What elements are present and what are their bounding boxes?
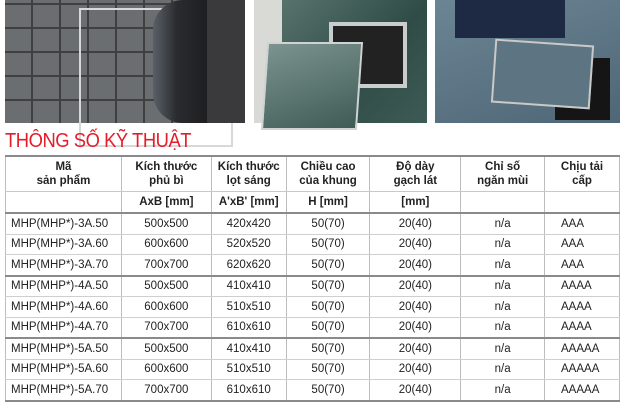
table-cell: n/a [461, 338, 545, 359]
table-cell: 20(40) [370, 255, 461, 276]
header-line1: Chiều cao [300, 161, 356, 173]
table-cell: 50(70) [286, 297, 370, 318]
table-cell: 600x600 [121, 297, 211, 318]
table-cell: 20(40) [370, 317, 461, 338]
table-cell: 700x700 [121, 255, 211, 276]
table-cell: 510x510 [211, 359, 286, 380]
table-cell: n/a [461, 317, 545, 338]
table-cell: n/a [461, 297, 545, 318]
table-cell: 50(70) [286, 255, 370, 276]
header-line1: Độ dày [396, 161, 435, 173]
table-cell: MHP(MHP*)-4A.50 [6, 276, 122, 297]
photo-cover-under-car-tire [5, 0, 245, 123]
header-line1: Chỉ số [485, 161, 521, 173]
table-cell: 500x500 [121, 338, 211, 359]
photo-open-manhole-cover [254, 0, 427, 123]
table-cell: 500x500 [121, 213, 211, 234]
table-cell: MHP(MHP*)-5A.50 [6, 338, 122, 359]
table-cell: 20(40) [370, 338, 461, 359]
table-cell: 420x420 [211, 213, 286, 234]
header-line2: sản phẩm [36, 175, 91, 187]
table-cell: 610x610 [211, 380, 286, 401]
table-cell: AAA [545, 255, 620, 276]
table-cell: 20(40) [370, 380, 461, 401]
table-row [6, 276, 620, 297]
header-line2: gạch lát [393, 175, 438, 187]
header-line1: Mã [55, 161, 72, 173]
column-unit [461, 192, 545, 214]
table-cell: AAAAA [545, 338, 620, 359]
table-cell: AAAAA [545, 359, 620, 380]
table-cell: 20(40) [370, 234, 461, 255]
spec-table [5, 155, 620, 402]
table-cell: AAAAA [545, 380, 620, 401]
table-row [6, 317, 620, 338]
table-cell: 50(70) [286, 338, 370, 359]
table-cell: 50(70) [286, 380, 370, 401]
table-cell: 50(70) [286, 359, 370, 380]
table-cell: MHP(MHP*)-5A.70 [6, 380, 122, 401]
column-header [545, 156, 620, 192]
header-line2: ngăn mùi [477, 175, 529, 187]
table-row [6, 338, 620, 359]
table-cell: 500x500 [121, 276, 211, 297]
column-header [6, 156, 122, 192]
column-header [370, 156, 461, 192]
table-cell: n/a [461, 255, 545, 276]
header-line2: lọt sáng [226, 175, 271, 187]
table-cell: 520x520 [211, 234, 286, 255]
column-header [121, 156, 211, 192]
photo-person-lifting-cover [435, 0, 620, 123]
column-unit: A'xB' [mm] [211, 192, 286, 214]
table-cell: AAA [545, 213, 620, 234]
section-title: THÔNG SỐ KỸ THUẬT [5, 130, 192, 152]
table-cell: AAAA [545, 297, 620, 318]
header-line1: Kích thước [135, 161, 198, 173]
column-unit: AxB [mm] [121, 192, 211, 214]
table-cell: n/a [461, 276, 545, 297]
table-cell: MHP(MHP*)-3A.70 [6, 255, 122, 276]
table-cell: MHP(MHP*)-3A.60 [6, 234, 122, 255]
table-cell: 20(40) [370, 276, 461, 297]
header-line2: phủ bì [149, 175, 184, 187]
table-cell: 410x410 [211, 276, 286, 297]
table-cell: n/a [461, 213, 545, 234]
table-cell: 20(40) [370, 213, 461, 234]
table-cell: 50(70) [286, 234, 370, 255]
column-unit: [mm] [370, 192, 461, 214]
table-cell: 610x610 [211, 317, 286, 338]
table-cell: 510x510 [211, 297, 286, 318]
table-cell: AAAA [545, 276, 620, 297]
table-cell: 700x700 [121, 380, 211, 401]
table-row [6, 234, 620, 255]
table-cell: MHP(MHP*)-4A.70 [6, 317, 122, 338]
table-cell: n/a [461, 380, 545, 401]
header-line1: Kích thước [217, 161, 280, 173]
table-cell: MHP(MHP*)-4A.60 [6, 297, 122, 318]
table-cell: n/a [461, 234, 545, 255]
column-unit [6, 192, 122, 214]
table-cell: MHP(MHP*)-3A.50 [6, 213, 122, 234]
table-cell: n/a [461, 359, 545, 380]
table-cell: 20(40) [370, 359, 461, 380]
table-row [6, 359, 620, 380]
table-row [6, 380, 620, 401]
column-header [286, 156, 370, 192]
table-cell: 50(70) [286, 213, 370, 234]
table-row [6, 255, 620, 276]
table-cell: 700x700 [121, 317, 211, 338]
table-cell: 600x600 [121, 359, 211, 380]
table-cell: 410x410 [211, 338, 286, 359]
table-cell: 600x600 [121, 234, 211, 255]
header-line2: của khung [299, 175, 357, 187]
header-line2: cấp [572, 175, 592, 187]
header-line1: Chịu tải [560, 161, 604, 173]
table-cell: MHP(MHP*)-5A.60 [6, 359, 122, 380]
table-row [6, 297, 620, 318]
column-unit: H [mm] [286, 192, 370, 214]
column-unit [545, 192, 620, 214]
table-cell: 50(70) [286, 276, 370, 297]
column-header [461, 156, 545, 192]
table-cell: AAAA [545, 317, 620, 338]
column-header [211, 156, 286, 192]
table-cell: 50(70) [286, 317, 370, 338]
table-cell: AAA [545, 234, 620, 255]
table-row [6, 213, 620, 234]
table-cell: 20(40) [370, 297, 461, 318]
table-cell: 620x620 [211, 255, 286, 276]
